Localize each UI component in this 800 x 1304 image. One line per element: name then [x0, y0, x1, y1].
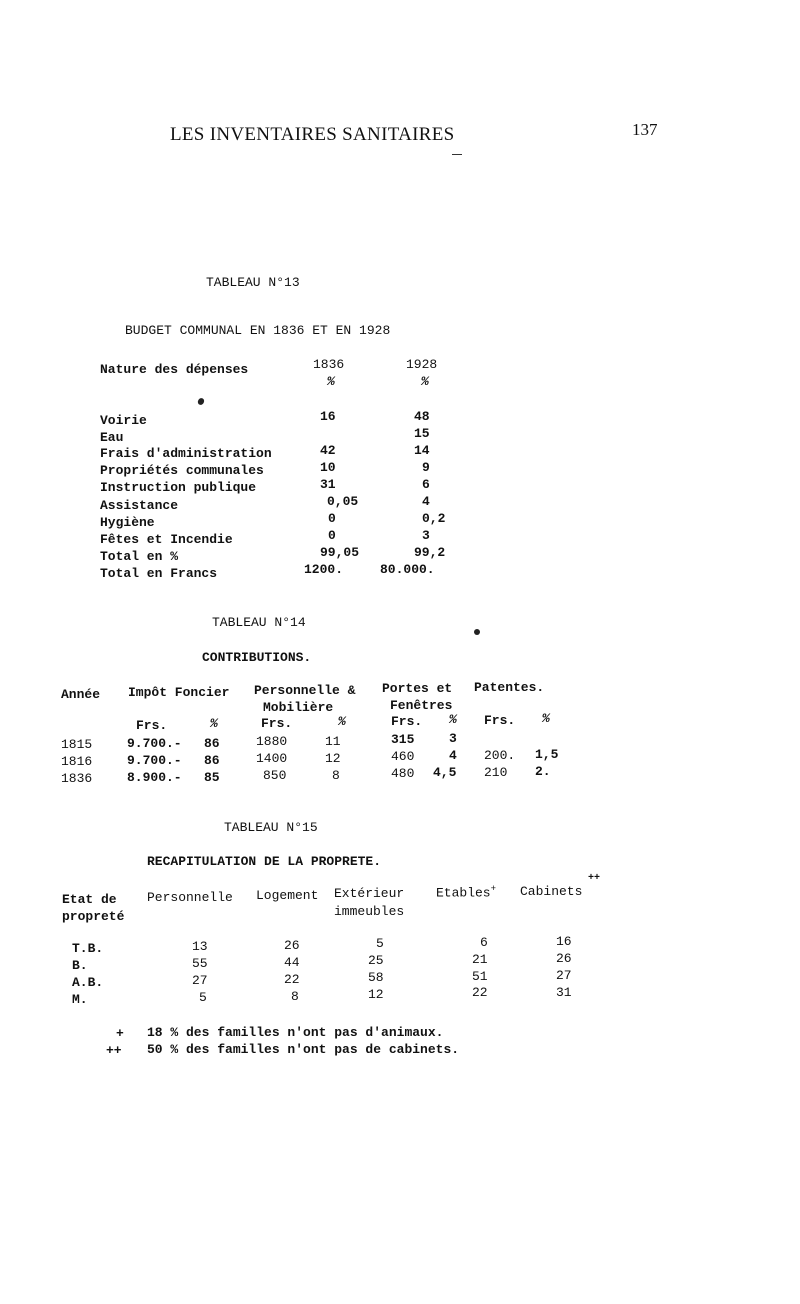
table13-row-1836: 16: [320, 409, 336, 424]
table15-row-personnelle: 27: [192, 973, 208, 988]
table14-row-perso-frs: 850: [263, 768, 287, 783]
table14-col-impot: Impôt Foncier: [128, 685, 230, 700]
ink-dot: [474, 629, 480, 635]
table15-col-cabinets: Cabinets: [520, 884, 583, 899]
table15-col-exterieur-2: immeubles: [334, 904, 405, 919]
footnote-text: 50 % des familles n'ont pas de cabinets.: [147, 1042, 460, 1057]
table14-col-annee: Année: [61, 687, 101, 702]
table13-year-1928: 1928: [406, 357, 438, 372]
table15-col-personnelle: Personnelle: [147, 890, 233, 905]
page-number: 137: [632, 120, 658, 139]
table15-col-exterieur-1: Extérieur: [334, 886, 405, 901]
table14-heading: TABLEAU N°14: [212, 615, 306, 630]
table14-row-pat-pct: 2.: [535, 764, 551, 779]
table13-row-1836: 99,05: [320, 545, 360, 560]
table14-perso-frs-label: Frs.: [261, 716, 293, 731]
table14-row-portes-pct: 3: [449, 731, 457, 746]
table15-row-exterieur: 25: [368, 953, 384, 968]
table14-row-portes-pct: 4,5: [433, 765, 457, 780]
table13-pct-1836: %: [327, 374, 335, 389]
table15-row-exterieur: 58: [368, 970, 384, 985]
table14-row-impot-frs: 9.700.-: [127, 753, 182, 768]
table14-row-portes-frs: 315: [391, 732, 415, 747]
table15-row-personnelle: 13: [192, 939, 208, 954]
table14-row-impot-pct: 85: [204, 770, 220, 785]
table15-row-etat: B.: [72, 958, 88, 973]
table15-col-etat-2: propreté: [62, 909, 125, 924]
table13-row-1928: 0,2: [422, 511, 446, 526]
table14-row-impot-pct: 86: [204, 736, 220, 751]
table14-row-perso-frs: 1880: [256, 734, 288, 749]
table14-row-perso-frs: 1400: [256, 751, 288, 766]
table14-row-annee: 1816: [61, 754, 93, 769]
table13-row-1928: 80.000.: [380, 562, 435, 577]
table13-row-label: Voirie: [100, 413, 147, 428]
table14-portes-pct-label: %: [449, 712, 457, 727]
table13-row-label: Instruction publique: [100, 480, 257, 495]
table15-row-personnelle: 55: [192, 956, 208, 971]
footnote-text: 18 % des familles n'ont pas d'animaux.: [147, 1025, 444, 1040]
table15-row-etat: A.B.: [72, 975, 104, 990]
table13-row-1836: 0,05: [327, 494, 359, 509]
table14-row-annee: 1815: [61, 737, 93, 752]
table14-row-annee: 1836: [61, 771, 93, 786]
table13-col-label: Nature des dépenses: [100, 362, 249, 377]
table13-row-1836: 0: [328, 511, 336, 526]
title-underline-mark: [452, 154, 462, 155]
table13-row-1928: 9: [422, 460, 430, 475]
table14-row-perso-pct: 12: [325, 751, 341, 766]
table15-col-etables-label: Etables: [436, 885, 491, 901]
table14-impot-pct-label: %: [210, 716, 218, 731]
table15-row-etat: M.: [72, 992, 88, 1007]
table13-heading: TABLEAU N°13: [206, 275, 300, 290]
plus-mark: +: [490, 884, 497, 894]
table13-row-1836: 0: [328, 528, 336, 543]
table14-row-impot-frs: 9.700.-: [127, 736, 182, 751]
table14-row-pat-frs: 210: [484, 765, 508, 780]
table13-row-label: Propriétés communales: [100, 463, 264, 478]
table14-impot-frs-label: Frs.: [136, 718, 168, 733]
footnote-mark: ++: [106, 1043, 122, 1058]
table13-row-1928: 6: [422, 477, 430, 492]
table15-row-cabinets: 27: [556, 968, 572, 983]
table13-row-label: Total en %: [100, 549, 179, 564]
footnote-mark: +: [116, 1026, 124, 1041]
table13-row-1836: 31: [320, 477, 336, 492]
table15-row-etables: 21: [472, 952, 488, 967]
table15-col-etat-1: Etat de: [62, 892, 117, 907]
table15-heading: TABLEAU N°15: [224, 820, 318, 835]
table13-row-label: Fêtes et Incendie: [100, 532, 233, 547]
table13-row-1836: 42: [320, 443, 336, 458]
table13-row-label: Eau: [100, 430, 124, 445]
table14-col-perso-2: Mobilière: [263, 700, 334, 715]
table13-row-label: Assistance: [100, 498, 179, 513]
table15-row-cabinets: 16: [556, 934, 572, 949]
table14-row-pat-pct: 1,5: [535, 747, 559, 762]
table15-row-logement: 22: [284, 972, 300, 987]
table14-row-impot-frs: 8.900.-: [127, 770, 182, 785]
table13-row-1836: 10: [320, 460, 336, 475]
table13-row-1836: 1200.: [304, 562, 344, 577]
table14-portes-frs-label: Frs.: [391, 714, 423, 729]
table13-row-1928: 48: [414, 409, 430, 424]
table15-row-etables: 22: [472, 985, 488, 1000]
table15-row-etables: 51: [472, 969, 488, 984]
table15-row-logement: 44: [284, 955, 300, 970]
ink-blot: [197, 397, 206, 406]
table14-col-portes-2: Fenêtres: [390, 698, 453, 713]
table13-title: BUDGET COMMUNAL EN 1836 ET EN 1928: [125, 323, 391, 338]
table14-title: CONTRIBUTIONS.: [202, 650, 312, 665]
table14-col-patentes: Patentes.: [474, 680, 545, 695]
table15-row-etables: 6: [480, 935, 488, 950]
running-title: LES INVENTAIRES SANITAIRES: [170, 124, 455, 145]
table14-row-portes-frs: 460: [391, 749, 415, 764]
table13-row-1928: 15: [414, 426, 430, 441]
table14-perso-pct-label: %: [338, 714, 346, 729]
table15-row-exterieur: 5: [376, 936, 384, 951]
table14-pat-pct-label: %: [542, 711, 550, 726]
table13-row-1928: 3: [422, 528, 430, 543]
table15-row-cabinets: 26: [556, 951, 572, 966]
table13-row-label: Total en Francs: [100, 566, 218, 581]
table14-col-perso-1: Personnelle &: [254, 683, 356, 698]
table15-row-personnelle: 5: [199, 990, 207, 1005]
table14-row-perso-pct: 11: [325, 734, 341, 749]
table15-row-logement: 26: [284, 938, 300, 953]
table15-col-etables: [436, 884, 496, 900]
table13-row-label: Frais d'administration: [100, 446, 272, 461]
table14-pat-frs-label: Frs.: [484, 713, 516, 728]
table14-col-portes-1: Portes et: [382, 681, 453, 696]
double-plus-mark: ++: [588, 873, 601, 884]
table14-row-portes-pct: 4: [449, 748, 457, 763]
table13-pct-1928: %: [421, 374, 429, 389]
table13-row-1928: 99,2: [414, 545, 446, 560]
table14-row-perso-pct: 8: [332, 768, 340, 783]
table15-row-exterieur: 12: [368, 987, 384, 1002]
table14-row-portes-frs: 480: [391, 766, 415, 781]
table13-row-1928: 4: [422, 494, 430, 509]
table15-row-cabinets: 31: [556, 985, 572, 1000]
table15-row-etat: T.B.: [72, 941, 104, 956]
table13-row-label: Hygiène: [100, 515, 155, 530]
table13-row-1928: 14: [414, 443, 430, 458]
table15-row-logement: 8: [291, 989, 299, 1004]
table13-year-1836: 1836: [313, 357, 345, 372]
table14-row-pat-frs: 200.: [484, 748, 516, 763]
table14-row-impot-pct: 86: [204, 753, 220, 768]
table15-col-logement: Logement: [256, 888, 319, 903]
table15-title: RECAPITULATION DE LA PROPRETE.: [147, 854, 382, 869]
